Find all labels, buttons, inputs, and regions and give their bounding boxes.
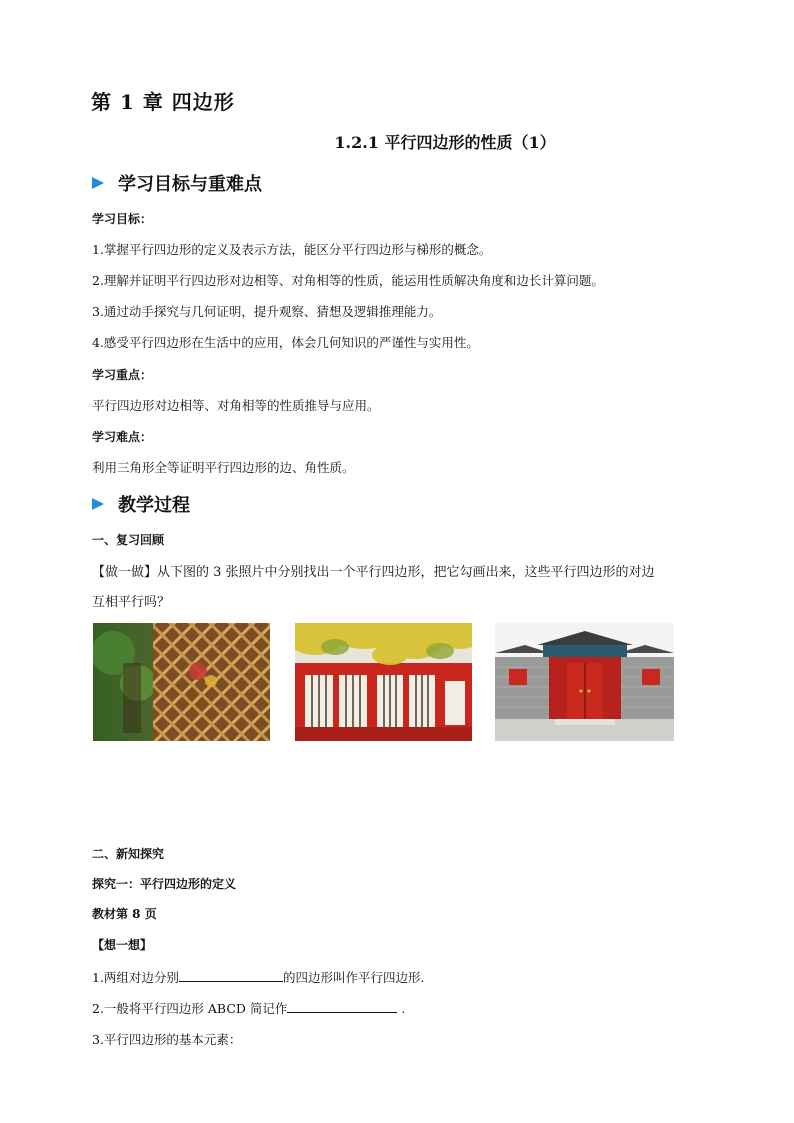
textbook-reference: 教材第 8 页	[92, 907, 157, 921]
activity-text-line2: 互相平行吗？	[92, 595, 171, 610]
question-2-before: 2.一般将平行四边形 ABCD 简记作	[92, 1001, 288, 1016]
review-label: 一、复习回顾	[92, 533, 165, 547]
objective-item: 2.理解并证明平行四边形对边相等、对角相等的性质，能运用性质解决角度和边长计算问题。	[92, 273, 604, 288]
answer-blank-1[interactable]	[179, 969, 283, 982]
difficulty-label: 学习难点：	[92, 430, 153, 444]
objective-item: 3.通过动手探究与几何证明，提升观察、猜想及逻辑推理能力。	[92, 304, 442, 319]
question-3: 3.平行四边形的基本元素：	[92, 1032, 242, 1047]
question-2	[92, 999, 405, 1017]
think-label: 【想一想】	[92, 938, 153, 952]
question-2-after: .	[397, 1001, 406, 1016]
new-knowledge-label: 二、新知探究	[92, 847, 165, 861]
answer-blank-2[interactable]	[287, 1000, 397, 1013]
key-point-label: 学习重点：	[92, 368, 153, 382]
question-1-before: 1.两组对边分别	[92, 970, 179, 985]
section-heading-process	[92, 491, 190, 517]
question-1-after: 的四边形叫作平行四边形.	[282, 970, 425, 985]
chapter-heading: 第 1 章 四边形	[91, 90, 235, 114]
lesson-title: 1.2.1 平行四边形的性质（1）	[334, 133, 556, 152]
explore1-label: 探究一：平行四边形的定义	[92, 877, 237, 891]
photo-lattice-fence	[93, 623, 270, 741]
triangle-bullet-icon	[92, 177, 104, 189]
objective-item: 4.感受平行四边形在生活中的应用，体会几何知识的严谨性与实用性。	[92, 335, 479, 350]
question-1	[92, 968, 424, 986]
photo-courtyard-gate	[495, 623, 674, 741]
key-point-text: 平行四边形对边相等、对角相等的性质推导与应用。	[92, 398, 380, 413]
activity-text-line1: 【做一做】从下图的 3 张照片中分别找出一个平行四边形，把它勾画出来，这些平行四边形的对边	[92, 565, 655, 580]
photo-red-windows	[295, 623, 472, 741]
section-heading-text: 教学过程	[118, 495, 190, 516]
section-heading-text: 学习目标与重难点	[118, 174, 262, 195]
objectives-label: 学习目标：	[92, 212, 153, 226]
triangle-bullet-icon	[92, 498, 104, 510]
difficulty-text: 利用三角形全等证明平行四边形的边、角性质。	[92, 460, 355, 475]
section-heading-objectives	[92, 170, 262, 196]
objective-item: 1.掌握平行四边形的定义及表示方法，能区分平行四边形与梯形的概念。	[92, 242, 492, 257]
